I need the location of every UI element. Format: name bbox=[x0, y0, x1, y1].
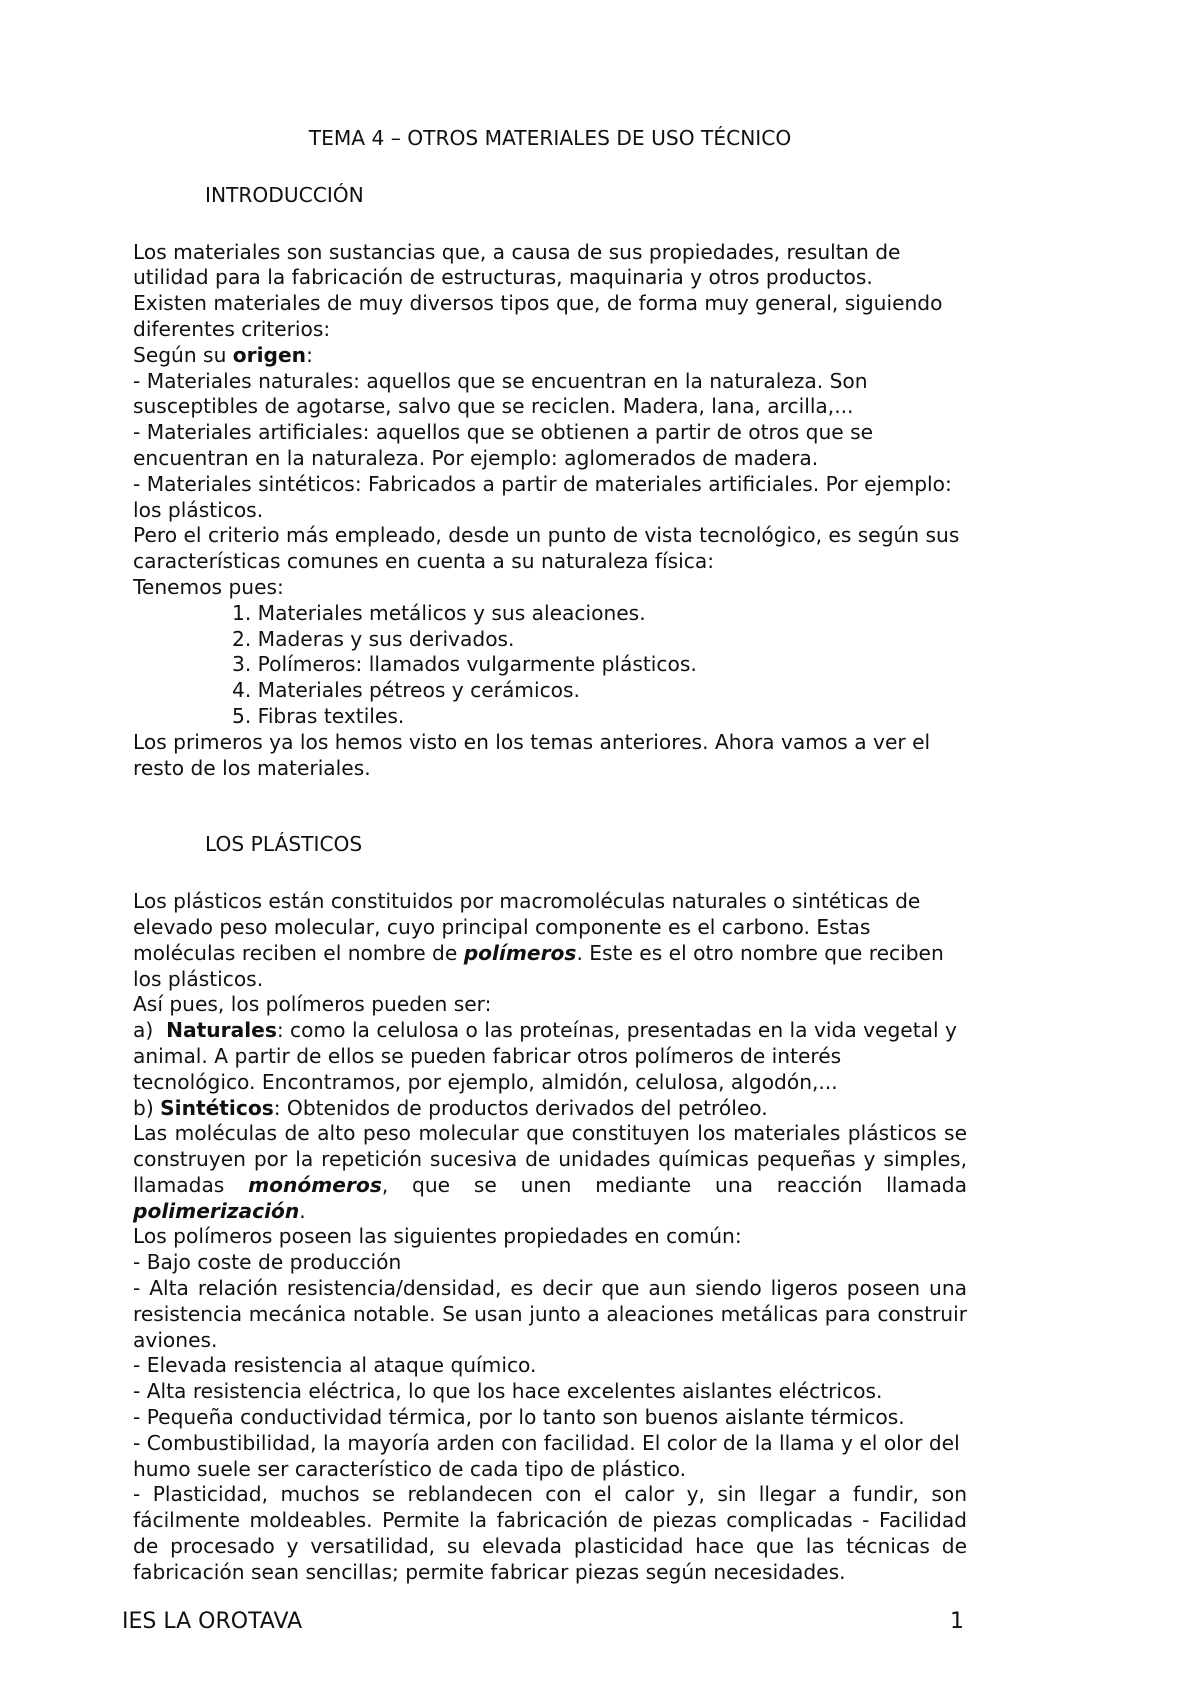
plasticos-p1-text: Los plásticos están constituidos por macromoléculas naturales o sintéticas de elevado peso molecular, cuyo principal componente es el carbono. Estas moléculas reciben el nombre de bbox=[133, 889, 921, 965]
footer-school-name: IES LA OROTAVA bbox=[122, 1609, 303, 1634]
naturales-item bbox=[133, 1018, 967, 1095]
property-item: - Alta resistencia eléctrica, lo que los hace excelentes aislantes eléctricos. bbox=[133, 1379, 883, 1404]
criterio-paragraph: Pero el criterio más empleado, desde un punto de vista tecnológico, es según sus características comunes en cuenta a su naturaleza física: bbox=[133, 523, 960, 574]
item-label-a: a) bbox=[133, 1018, 167, 1043]
propiedades-intro: Los polímeros poseen las siguientes propiedades en común: bbox=[133, 1224, 742, 1249]
list-item: 1. Materiales metálicos y sus aleaciones. bbox=[232, 600, 646, 625]
document-title: TEMA 4 – OTROS MATERIALES DE USO TÉCNICO bbox=[308, 126, 792, 150]
materiales-sinteticos: - Materiales sintéticos: Fabricados a partir de materiales artificiales. Por ejemplo: los plásticos. bbox=[133, 471, 952, 522]
moleculas-end: . bbox=[299, 1198, 306, 1223]
monomeros-term: monómeros bbox=[248, 1172, 382, 1197]
list-item: 2. Maderas y sus derivados. bbox=[232, 626, 515, 651]
list-item: 5. Fibras textiles. bbox=[232, 703, 405, 728]
section-heading-introduccion: INTRODUCCIÓN bbox=[205, 182, 364, 207]
polimeros-term: polímeros bbox=[463, 940, 577, 965]
property-item: - Pequeña conductividad térmica, por lo tanto son buenos aislante térmicos. bbox=[133, 1405, 905, 1430]
property-item: - Elevada resistencia al ataque químico. bbox=[133, 1353, 537, 1378]
naturales-text: : como la celulosa o las proteínas, presentadas en la vida vegetal y animal. A partir de ellos se pueden fabricar otros polímeros de interés tecnológico. Encontramos, por ejemplo, almidón, celulosa, algodón,... bbox=[133, 1018, 957, 1094]
naturales-term: Naturales bbox=[166, 1018, 277, 1043]
intro-closing: Los primeros ya los hemos visto en los temas anteriores. Ahora vamos a ver el resto de los materiales. bbox=[133, 729, 931, 780]
moleculas-text: Las moléculas de alto peso molecular que constituyen los materiales plásticos se construyen por la repetición sucesiva de unidades químicas pequeñas y simples, llamadas bbox=[133, 1121, 967, 1197]
materials-list bbox=[133, 601, 967, 730]
materiales-artificiales: - Materiales artificiales: aquellos que se obtienen a partir de otros que se encuentran en la naturaleza. Por ejemplo: aglomerados de madera. bbox=[133, 420, 874, 470]
moleculas-mid: , que se unen mediante una reacción llamada bbox=[381, 1172, 967, 1197]
moleculas-paragraph bbox=[133, 1121, 967, 1224]
page-content bbox=[133, 126, 967, 1586]
list-item: 4. Materiales pétreos y cerámicos. bbox=[232, 678, 580, 703]
section-heading-plasticos: LOS PLÁSTICOS bbox=[205, 832, 363, 857]
plasticos-p1-end: . Este es el otro nombre que reciben los plásticos. bbox=[133, 940, 944, 991]
origen-prefix: Según su bbox=[133, 342, 233, 367]
sinteticos-text: : Obtenidos de productos derivados del petróleo. bbox=[273, 1095, 768, 1120]
intro-paragraph-1: Los materiales son sustancias que, a causa de sus propiedades, resultan de utilidad para la fabricación de estructuras, maquinaria y otros productos. bbox=[133, 239, 901, 290]
item-label-b: b) bbox=[133, 1095, 161, 1120]
section-gap bbox=[133, 781, 967, 832]
origen-line bbox=[133, 343, 967, 369]
asi-pues-line: Así pues, los polímeros pueden ser: bbox=[133, 992, 492, 1017]
origen-bold: origen bbox=[232, 342, 307, 367]
polimerizacion-term: polimerización bbox=[133, 1198, 300, 1223]
property-item: - Alta relación resistencia/densidad, es decir que aun siendo ligeros poseen una resistencia mecánica notable. Se usan junto a aleaciones metálicas para construir aviones. bbox=[133, 1276, 967, 1352]
intro-paragraph-2: Existen materiales de muy diversos tipos que, de forma muy general, siguiendo diferentes criterios: bbox=[133, 291, 943, 341]
materiales-naturales: - Materiales naturales: aquellos que se encuentran en la naturaleza. Son susceptibles de agotarse, salvo que se reciclen. Madera, lana, arcilla,... bbox=[133, 368, 868, 419]
origen-suffix: : bbox=[306, 342, 313, 367]
sinteticos-term: Sintéticos bbox=[160, 1095, 274, 1120]
footer-page-number: 1 bbox=[950, 1609, 964, 1634]
plasticos-paragraph-1 bbox=[133, 889, 967, 992]
property-item: - Combustibilidad, la mayoría arden con facilidad. El color de la llama y el olor del humo suele ser característico de cada tipo de plástico. bbox=[133, 1430, 960, 1481]
list-item: 3. Polímeros: llamados vulgarmente plásticos. bbox=[232, 652, 697, 677]
sinteticos-item bbox=[133, 1096, 967, 1122]
tenemos-line: Tenemos pues: bbox=[133, 574, 284, 599]
property-item: - Plasticidad, muchos se reblandecen con el calor y, sin llegar a fundir, son fácilmente moldeables. Permite la fabricación de piezas complicadas - Facilidad de procesado y versatilidad, su elevada plasticidad hace que las técnicas de fabricación sean sencillas; permite fabricar piezas según necesidades. bbox=[133, 1482, 967, 1584]
property-item: - Bajo coste de producción bbox=[133, 1250, 402, 1275]
